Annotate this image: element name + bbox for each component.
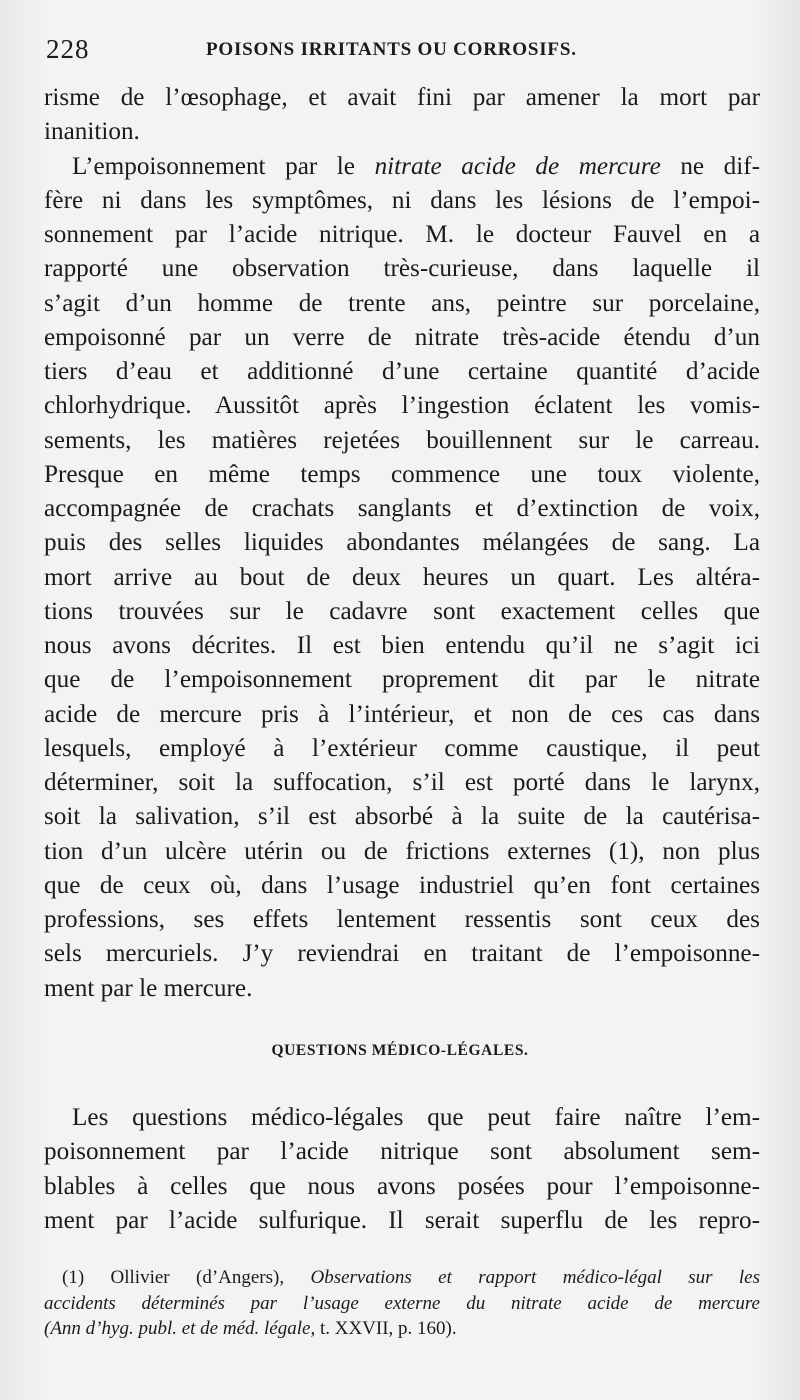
text-line: sements, les matières rejetées bouillennent sur le carreau. xyxy=(44,426,760,454)
footnote xyxy=(44,1265,760,1342)
text-line: mort arrive au bout de deux heures un quart. Les altéra- xyxy=(44,563,760,591)
text-line: ment par le mercure. xyxy=(44,974,253,1002)
footnote-line xyxy=(44,1291,760,1317)
text-line: tions trouvées sur le cadavre sont exactement celles que xyxy=(44,597,760,625)
page-number: 228 xyxy=(46,34,90,64)
footnote-reference: t. XXVII, p. 160). xyxy=(319,1318,457,1339)
text-fragment: L’empoisonnement par le xyxy=(72,152,355,180)
text-line: Les questions médico-légales que peut faire naître l’em- xyxy=(72,1104,760,1131)
body-paragraphs xyxy=(44,81,760,1006)
text-line: sonnement par l’acide nitrique. M. le docteur Fauvel en a xyxy=(44,221,760,248)
section-paragraph xyxy=(44,1101,760,1239)
text-line: que de ceux où, dans l’usage industriel qu’en font certaines xyxy=(44,871,760,899)
text-line: fère ni dans les symptômes, ni dans les lésions de l’empoi- xyxy=(44,186,760,214)
text-line: déterminer, soit la suffocation, s’il est porté dans le larynx, xyxy=(44,769,760,796)
text-line: professions, ses effets lentement ressentis sont ceux des xyxy=(44,906,760,933)
section-heading: QUESTIONS MÉDICO-LÉGALES. xyxy=(271,1042,529,1059)
footnote-line xyxy=(44,1265,760,1291)
text-line: risme de l’œsophage, et avait fini par amener la mort par xyxy=(44,84,760,111)
italic-term: nitrate acide de mercure xyxy=(374,152,661,180)
footnote-italic: (Ann d’hyg. publ. et de méd. légale, xyxy=(44,1318,316,1339)
text-line: acide de mercure pris à l’intérieur, et non de ces cas dans xyxy=(44,700,760,728)
footnote-line xyxy=(44,1316,760,1342)
footnote-marker: (1) Ollivier (d’Angers), xyxy=(62,1267,285,1288)
running-title: POISONS IRRITANTS OU CORROSIFS. xyxy=(206,39,577,60)
running-head xyxy=(46,34,766,74)
text-line: sels mercuriels. J’y reviendrai en traitant de l’empoisonne- xyxy=(44,940,760,968)
text-line: blables à celles que nous avons posées pour l’empoisonne- xyxy=(44,1172,760,1200)
text-line: chlorhydrique. Aussitôt après l’ingestion éclatent les vomis- xyxy=(44,392,760,420)
text-line: Presque en même temps commence une toux violente, xyxy=(44,460,760,488)
text-line: que de l’empoisonnement proprement dit par le nitrate xyxy=(44,666,760,694)
text-line: ment par l’acide sulfurique. Il serait superflu de les repro- xyxy=(44,1207,760,1235)
text-line: accompagnée de crachats sanglants et d’extinction de voix, xyxy=(44,495,760,522)
text-line: poisonnement par l’acide nitrique sont absolument sem- xyxy=(44,1138,760,1166)
text-line: nous avons décrites. Il est bien entendu qu’il ne s’agit ici xyxy=(44,632,760,659)
footnote-italic: accidents déterminés par l’usage externe du nitrate acide de mercure xyxy=(44,1292,760,1314)
text-line: puis des selles liquides abondantes mélangées de sang. La xyxy=(44,529,760,557)
text-line xyxy=(44,150,760,184)
text-line: empoisonné par un verre de nitrate très-acide étendu d’un xyxy=(44,323,760,351)
text-line: tiers d’eau et additionné d’une certaine quantité d’acide xyxy=(44,358,760,385)
text-line: soit la salivation, s’il est absorbé à la suite de la cautérisa- xyxy=(44,803,760,831)
text-fragment: ne dif- xyxy=(680,152,761,180)
text-line: inanition. xyxy=(44,118,140,146)
text-line: tion d’un ulcère utérin ou de frictions externes (1), non plus xyxy=(44,837,760,865)
text-line: rapporté une observation très-curieuse, dans laquelle il xyxy=(44,255,760,283)
text-line: lesquels, employé à l’extérieur comme caustique, il peut xyxy=(44,734,760,762)
footnote-italic: Observations et rapport médico-légal sur les xyxy=(310,1267,761,1288)
text-line: s’agit d’un homme de trente ans, peintre sur porcelaine, xyxy=(44,289,760,317)
